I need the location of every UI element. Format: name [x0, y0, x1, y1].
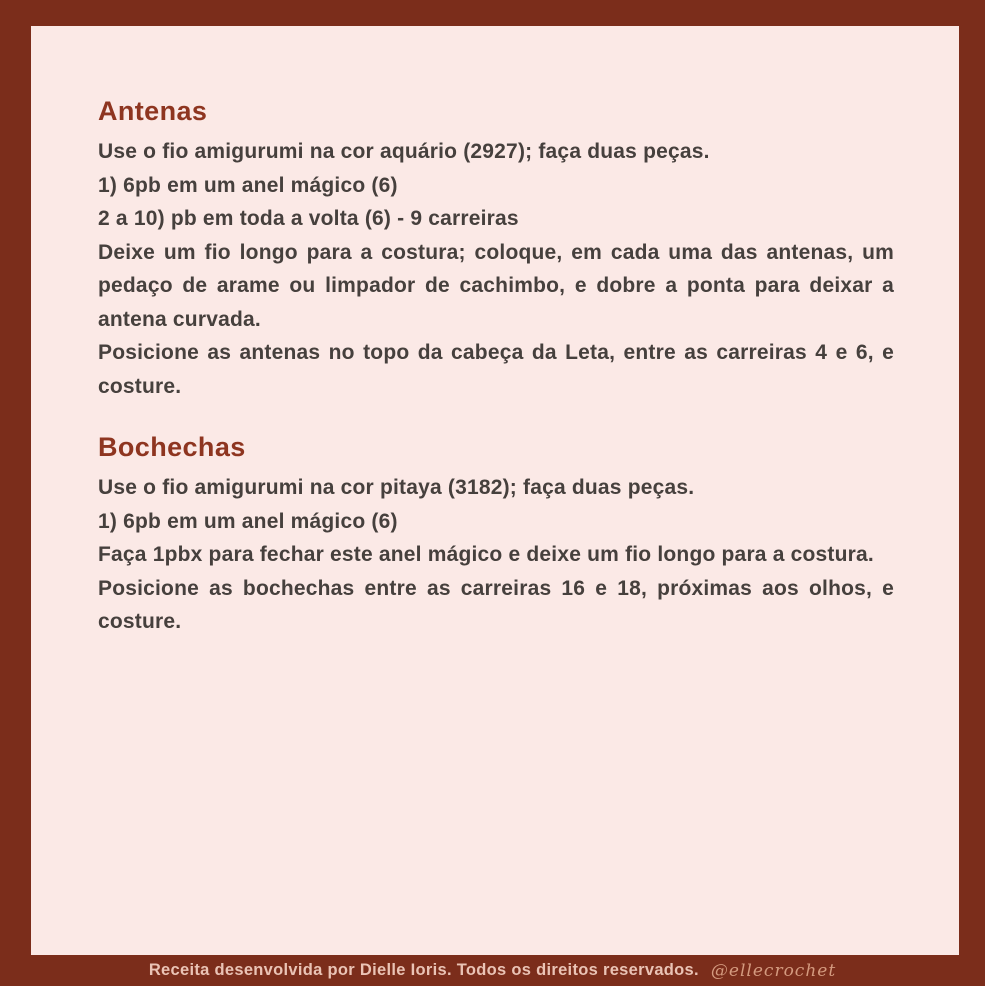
instruction-line: Use o fio amigurumi na cor pitaya (3182); faça duas peças.: [98, 476, 695, 499]
instruction-line: 1) 6pb em um anel mágico (6): [98, 509, 398, 533]
recipe-content: [31, 26, 959, 639]
recipe-panel: [31, 26, 959, 955]
section-title-antenas: Antenas: [98, 96, 208, 126]
instruction-paragraph: Posicione as antenas no topo da cabeça da Leta, entre as carreiras 4 e 6, e costure.: [98, 341, 894, 398]
instruction-line: 1) 6pb em um anel mágico (6): [98, 173, 398, 197]
section-antenas: [98, 94, 894, 403]
footer-credit-text: Receita desenvolvida por Dielle Ioris. Todos os direitos reservados.: [148, 961, 699, 979]
instruction-line: Use o fio amigurumi na cor aquário (2927); faça duas peças.: [98, 140, 710, 163]
instruction-paragraph: Faça 1pbx para fechar este anel mágico e deixe um fio longo para a costura.: [98, 543, 874, 566]
section-bochechas: [98, 430, 894, 639]
instruction-paragraph: Posicione as bochechas entre as carreiras 16 e 18, próximas aos olhos, e costure.: [98, 576, 894, 633]
instruction-paragraph: Deixe um fio longo para a costura; coloque, em cada uma das antenas, um pedaço de arame ou limpador de cachimbo, e dobre a ponta para deixar a antena curvada.: [98, 240, 894, 331]
section-title-bochechas: Bochechas: [98, 432, 246, 462]
footer-signature-handle: @ellecrochet: [710, 960, 837, 981]
instruction-line: 2 a 10) pb em toda a volta (6) - 9 carreiras: [98, 207, 519, 230]
footer: [0, 955, 985, 986]
